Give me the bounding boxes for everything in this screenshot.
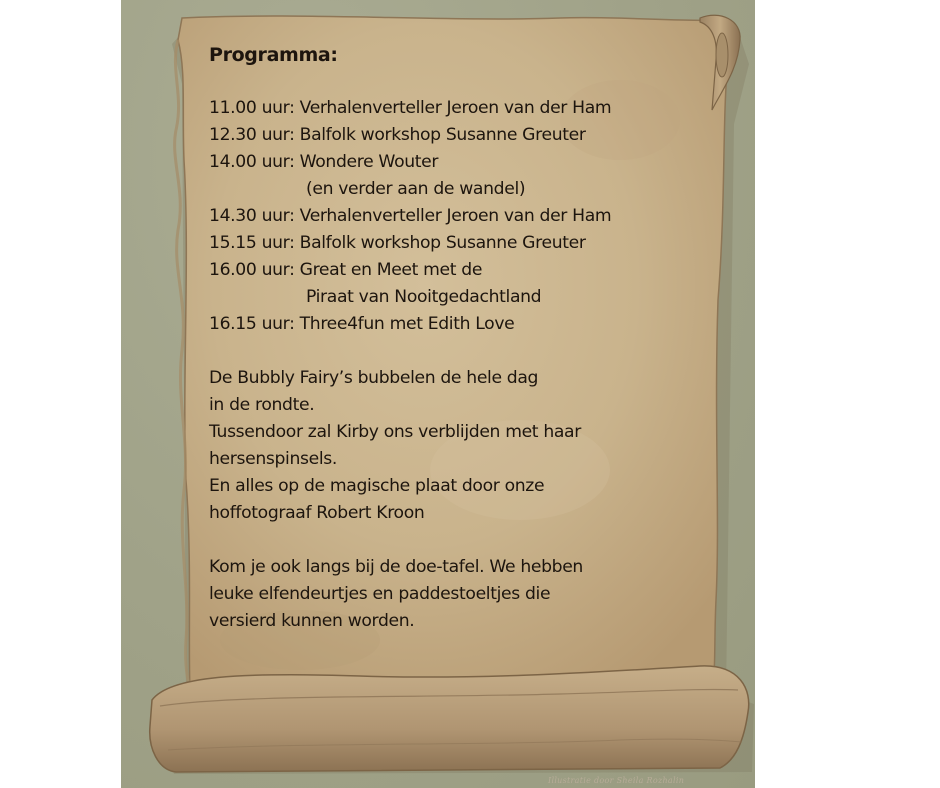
bottom-scroll-roll — [150, 666, 749, 772]
program-title: Programma: — [209, 44, 338, 66]
paragraph-line: En alles op de magische plaat door onze — [209, 476, 545, 496]
schedule-item: 16.00 uur: Great en Meet met de — [209, 260, 483, 280]
schedule-item: 14.00 uur: Wondere Wouter — [209, 152, 439, 172]
paragraph-line: leuke elfendeurtjes en paddestoeltjes die — [209, 584, 551, 604]
doe-tafel-paragraph — [209, 554, 689, 635]
paragraph-line: in de rondte. — [209, 395, 315, 415]
schedule-item: 14.30 uur: Verhalenverteller Jeroen van der Ham — [209, 206, 612, 226]
schedule-item: 12.30 uur: Balfolk workshop Susanne Greuter — [209, 125, 586, 145]
paragraph-line: versierd kunnen worden. — [209, 611, 415, 631]
schedule-item: 15.15 uur: Balfolk workshop Susanne Greuter — [209, 233, 586, 253]
scroll-text-content — [209, 40, 689, 635]
schedule-item-continuation: Piraat van Nooitgedachtland — [306, 287, 542, 307]
schedule-item: 16.15 uur: Three4fun met Edith Love — [209, 314, 515, 334]
schedule-item-continuation: (en verder aan de wandel) — [306, 179, 526, 199]
paragraph-line: hoffotograaf Robert Kroon — [209, 503, 425, 523]
paragraph-line: hersenspinsels. — [209, 449, 337, 469]
schedule-item: 11.00 uur: Verhalenverteller Jeroen van der Ham — [209, 98, 612, 118]
paragraph-line: Tussendoor zal Kirby ons verblijden met haar — [209, 422, 581, 442]
paragraph-line: Kom je ook langs bij de doe-tafel. We hebben — [209, 557, 583, 577]
schedule-list — [209, 95, 689, 338]
illustration-credit: Illustratie door Sheila Rozhalin — [548, 776, 685, 785]
fairy-paragraph — [209, 365, 689, 527]
paragraph-line: De Bubbly Fairy’s bubbelen de hele dag — [209, 368, 539, 388]
